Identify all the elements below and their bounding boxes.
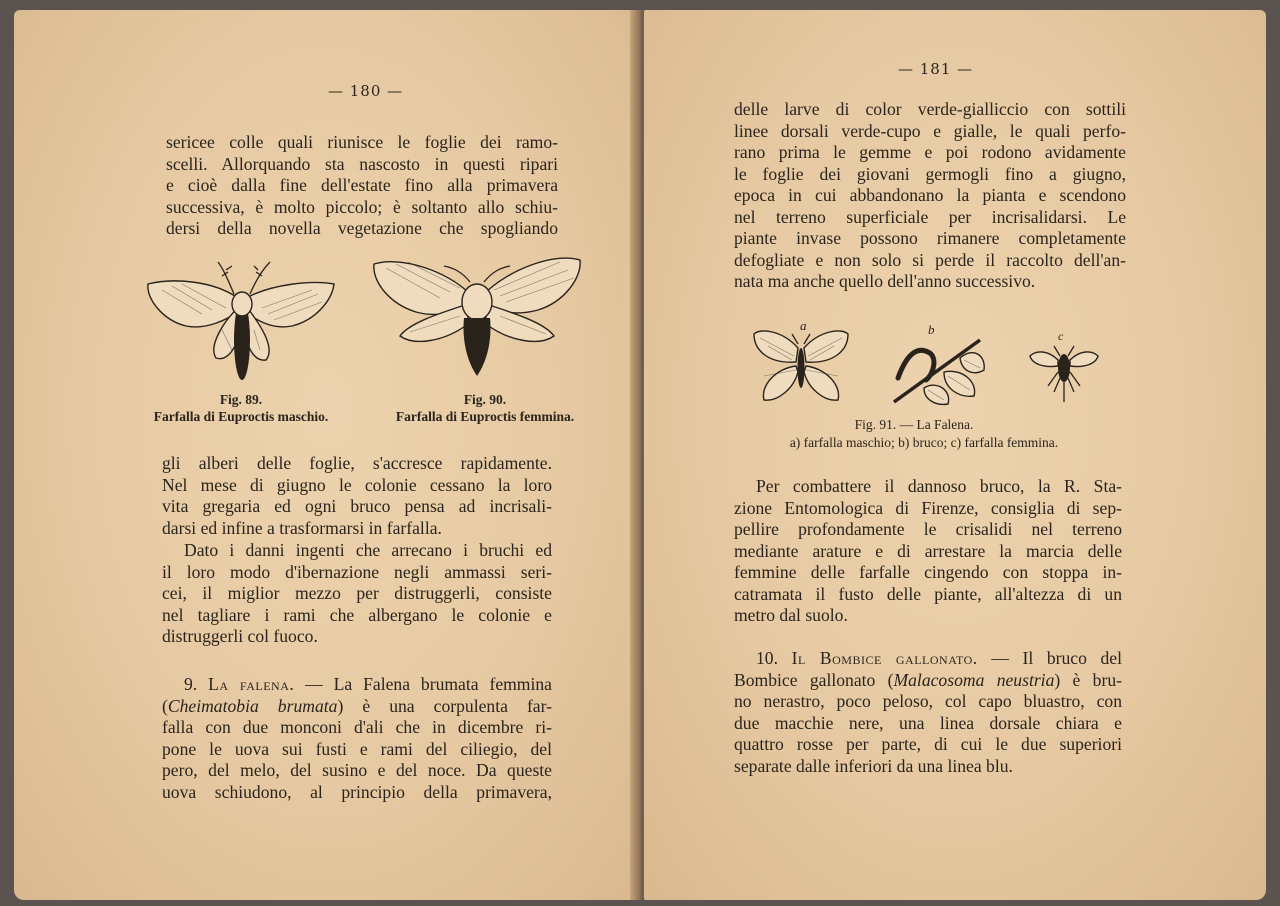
- left-paragraph-1: [166, 132, 558, 240]
- left-paragraph-3: [162, 540, 552, 648]
- text-line: successiva, è molto piccolo; è soltanto allo schiu-: [166, 196, 558, 217]
- text-line: scelli. Allorquando sta nascosto in questi ripari: [166, 153, 558, 174]
- section-lead: — Il bruco del: [977, 648, 1122, 668]
- text-line: [734, 670, 1122, 692]
- figure-89-label: Fig. 89.: [219, 392, 263, 407]
- text-line: linee dorsali verde-cupo e gialle, le quali perfo-: [734, 120, 1126, 141]
- text-line: le foglie dei giovani germogli fino a giugno,: [734, 163, 1126, 184]
- text-line: darsi ed infine a trasformarsi in farfalla.: [162, 517, 442, 538]
- figure-90-label: Fig. 90.: [463, 392, 507, 407]
- text-line: rano prima le gemme e poi rodono avidamente: [734, 142, 1126, 162]
- page-number-180: — 180 —: [328, 82, 404, 100]
- text-line: Per combattere il dannoso bruco, la R. Sta-: [756, 476, 1122, 496]
- scientific-name: Malacosoma neustria: [893, 669, 1055, 690]
- text-line: quattro rosse per parte, di cui le due superiori: [734, 734, 1122, 754]
- text-line: defogliate e non solo si perde il raccolto dell'an-: [734, 249, 1126, 270]
- text-line: pero, del melo, del susino e del noce. Da queste: [162, 760, 552, 780]
- moth-illustration-female: [370, 242, 584, 382]
- section-title: Il Bombice gallonato.: [791, 648, 978, 668]
- text-line: pone le uova sui fusti e rami del ciliegio, del: [162, 738, 552, 759]
- section-9-falena: [162, 674, 552, 803]
- text-line: Nel mese di giugno le colonie cessano la loro: [162, 474, 552, 495]
- text-line: metro dal suolo.: [734, 605, 848, 625]
- section-10-bombice: [734, 648, 1122, 777]
- figure-90-caption: Farfalla di Euproctis femmina.: [395, 409, 575, 424]
- section-number: 10.: [756, 648, 778, 668]
- figure-letter-c: c: [1058, 329, 1064, 343]
- text-fragment: Bombice gallonato (: [734, 669, 894, 690]
- right-page: [644, 10, 1266, 900]
- figure-91-caption-title: Fig. 91. — La Falena.: [854, 417, 974, 432]
- text-line: nel tagliare i rami che albergano le colonie e: [162, 604, 552, 625]
- falena-figure: [748, 316, 1108, 414]
- figure-89-caption: Farfalla di Euproctis maschio.: [153, 409, 329, 424]
- section-heading-line: [734, 648, 1122, 670]
- text-line: epoca in cui abbandonano la pianta e scendono: [734, 185, 1126, 205]
- text-line: delle larve di color verde-gialliccio con sottili: [734, 99, 1126, 119]
- figure-letter-a: a: [800, 318, 807, 333]
- text-line: catramata il fusto delle piante, all'altezza di un: [734, 583, 1122, 604]
- text-line: vita gregaria ed ogni bruco pensa ad incrisali-: [162, 496, 552, 516]
- text-line: femmine delle farfalle cingendo con stoppa in-: [734, 562, 1122, 582]
- text-line: uova schiudono, al principio della primavera,: [162, 781, 552, 802]
- section-number: 9.: [184, 674, 198, 694]
- text-line: pellire profondamente le crisalidi nel terreno: [734, 519, 1122, 539]
- text-line: nel terreno superficiale per incrisalidarsi. Le: [734, 206, 1126, 227]
- text-line: dersi della novella vegetazione che spogliando: [166, 218, 558, 238]
- text-line: piante invase possono rimanere completamente: [734, 228, 1126, 248]
- section-lead: — La Falena brumata femmina: [294, 674, 552, 694]
- figure-91-caption-legend: a) farfalla maschio; b) bruco; c) farfalla femmina.: [789, 435, 1059, 450]
- moth-illustration-male: [142, 250, 338, 384]
- page-number-181: — 181 —: [898, 60, 974, 78]
- text-fragment: ) è bru-: [1054, 669, 1122, 690]
- right-paragraph-1: [734, 99, 1126, 293]
- text-line: sericee colle quali riunisce le foglie dei ramo-: [166, 132, 558, 152]
- text-line: falla con due monconi d'ali che in dicembre ri-: [162, 717, 552, 737]
- text-line: nata ma anche quello dell'anno successivo.: [734, 271, 1036, 291]
- text-line: separate dalle inferiori da una linea blu.: [734, 755, 1013, 776]
- text-line: gli alberi delle foglie, s'accresce rapidamente.: [162, 453, 552, 473]
- text-line: due macchie nere, una linea dorsale chiara e: [734, 712, 1122, 733]
- section-title: La falena.: [208, 674, 295, 694]
- figure-letter-b: b: [928, 322, 935, 337]
- text-line: distruggerli col fuoco.: [162, 626, 318, 646]
- left-paragraph-2: [162, 453, 552, 539]
- text-line: zione Entomologica di Firenze, consiglia di sep-: [734, 497, 1122, 518]
- text-line: Dato i danni ingenti che arrecano i bruchi ed: [184, 540, 552, 560]
- text-fragment: è una corpulenta far-: [343, 695, 552, 716]
- text-line: cei, il miglior mezzo per distruggerli, consiste: [162, 583, 552, 603]
- text-line: mediante arature e di arrestare la marcia delle: [734, 540, 1122, 561]
- text-line: il loro modo d'ibernazione negli ammassi seri-: [162, 561, 552, 582]
- text-line: (Cheimatobia brumata) è una corpulenta far-: [162, 695, 552, 716]
- text-line: no nerastro, poco peloso, col capo bluastro, con: [734, 691, 1122, 711]
- text-line: e cioè dalla fine dell'estate fino alla primavera: [166, 175, 558, 195]
- section-heading-line: [162, 674, 552, 696]
- scientific-name: Cheimatobia brumata: [167, 695, 338, 716]
- right-paragraph-2: [734, 476, 1122, 627]
- left-page: [14, 10, 639, 900]
